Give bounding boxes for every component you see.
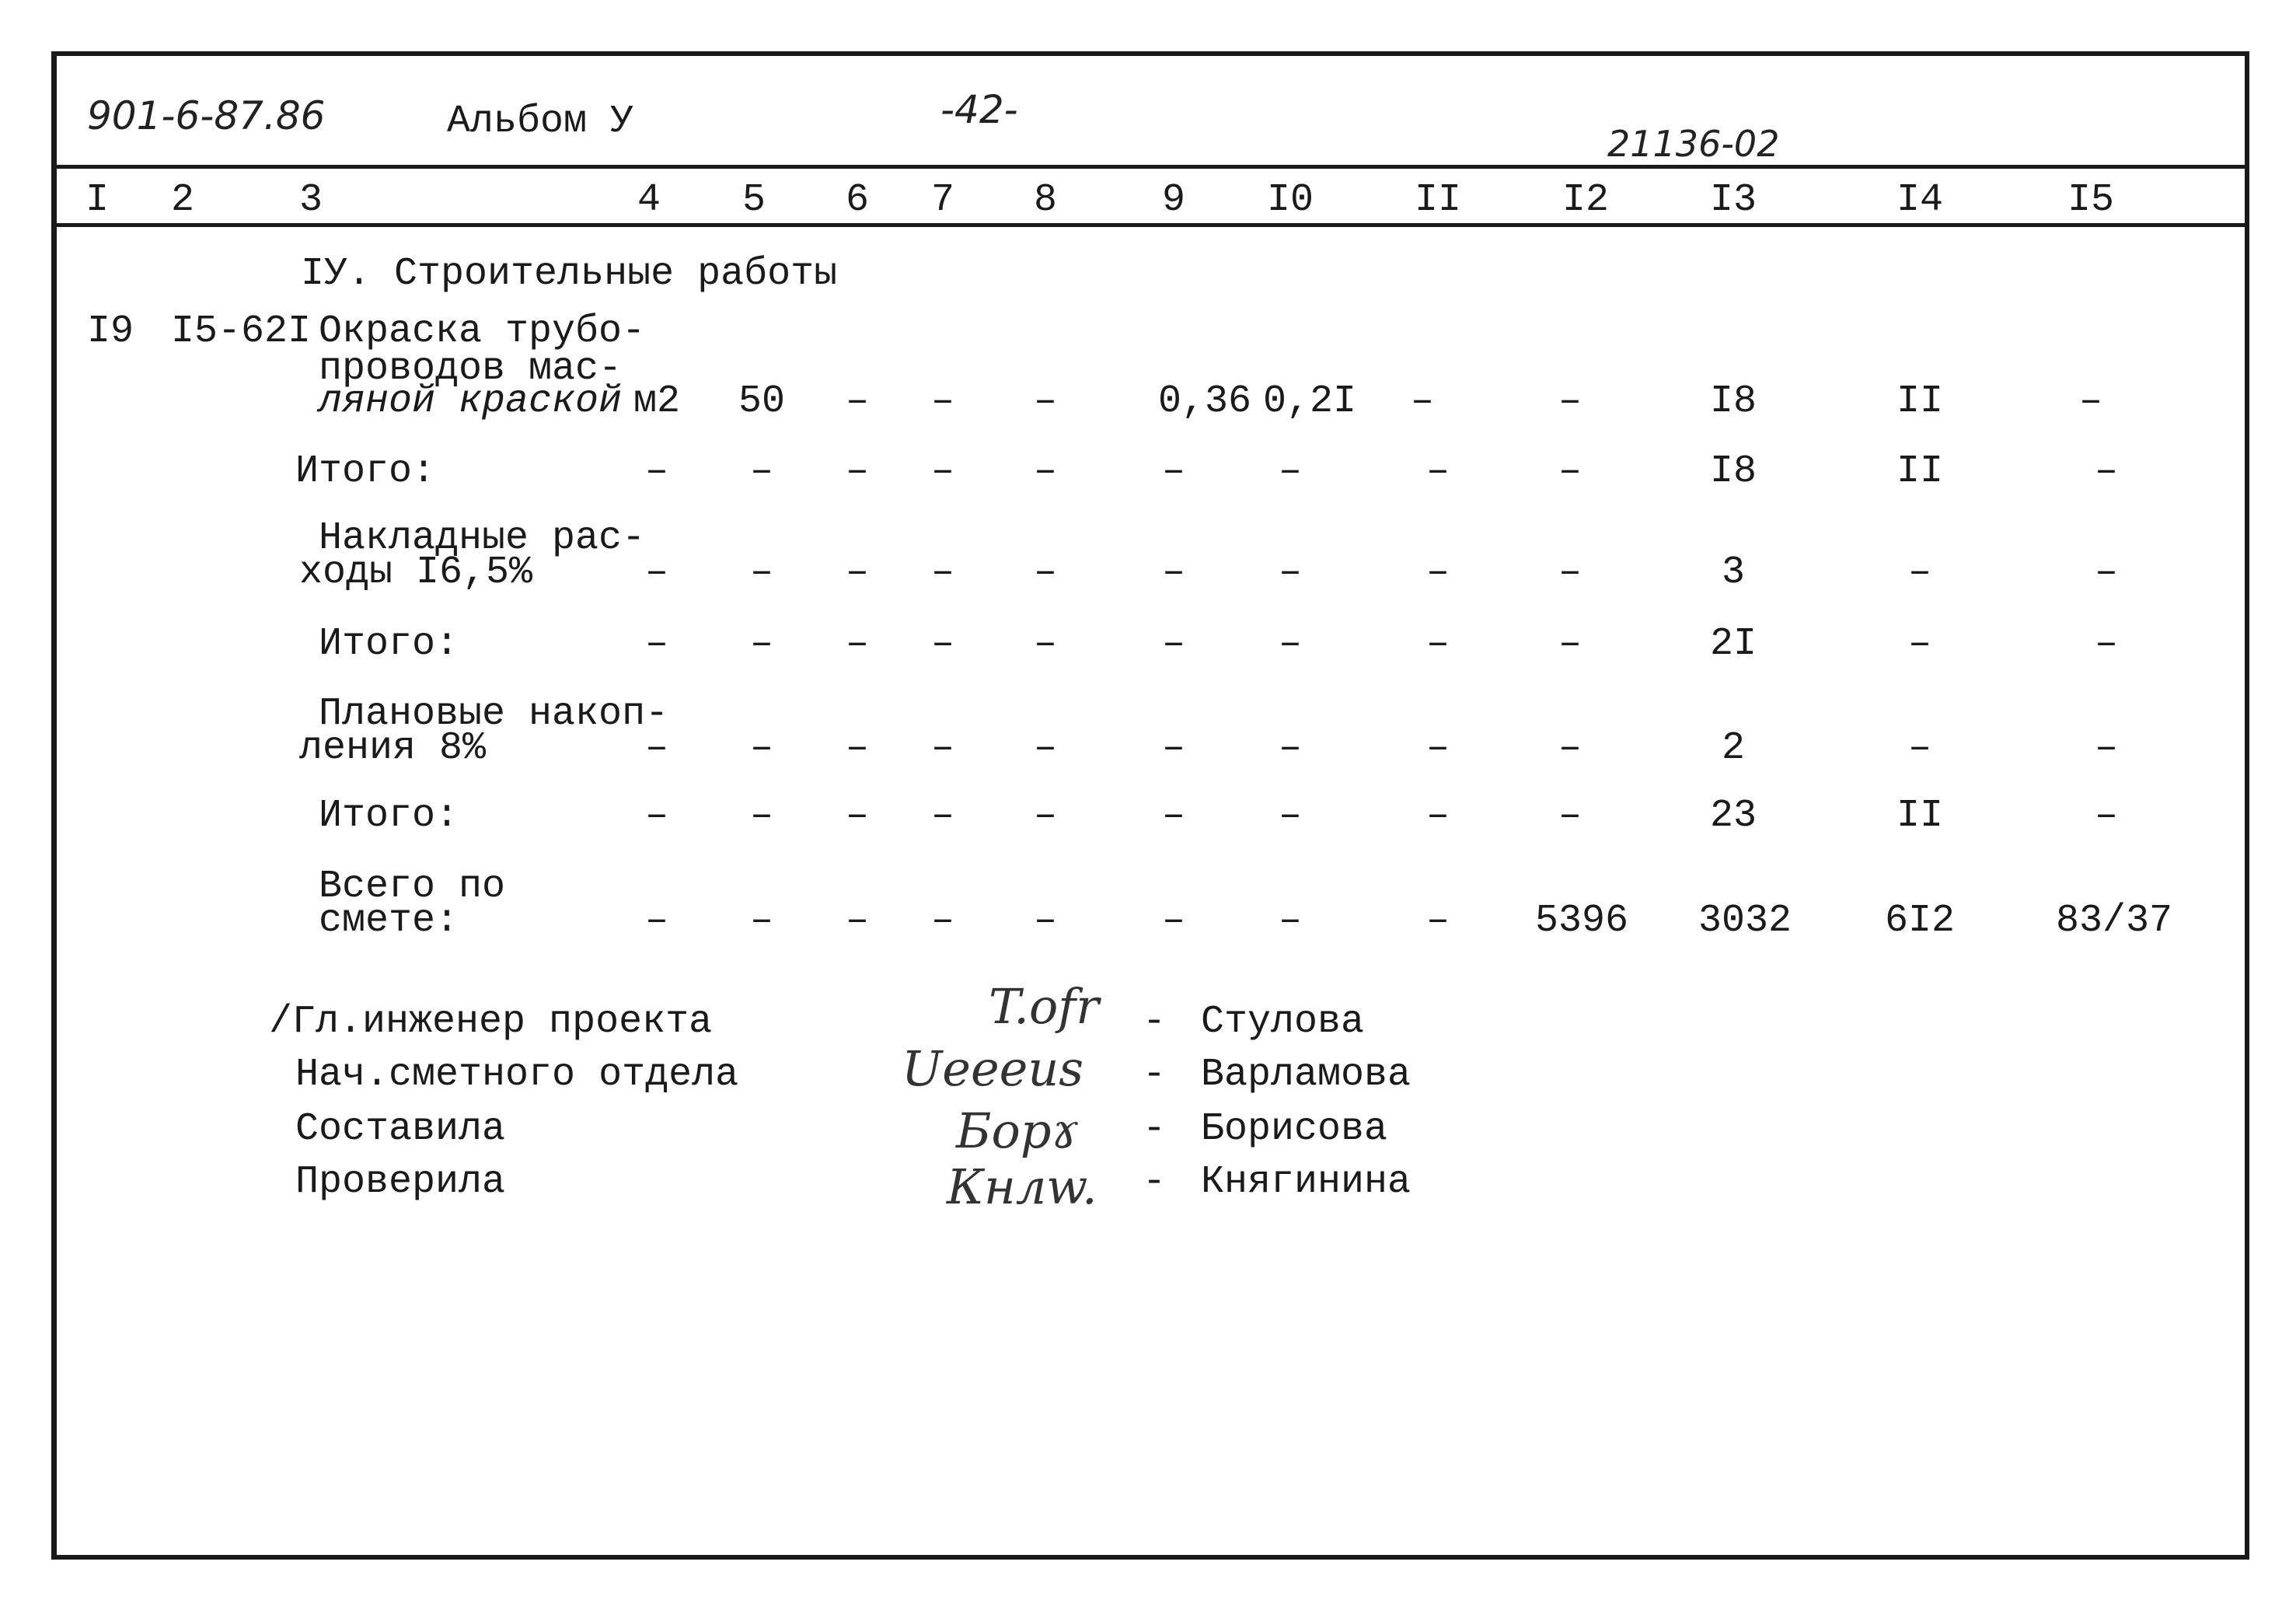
summary-value-c12: – (1558, 726, 1582, 770)
signature-role-4: Проверила (295, 1160, 506, 1204)
summary-row-label: Итого: (319, 622, 459, 666)
signature-name-4: Княгинина (1201, 1160, 1411, 1204)
summary-dash-col-4: – (644, 622, 668, 666)
summary-value-c15: – (2094, 550, 2118, 595)
summary-value-c15: 83/37 (2056, 899, 2173, 943)
summary-dash-col-11: – (1425, 449, 1450, 494)
col-header-1: I (85, 178, 109, 222)
summary-dash-col-6: – (845, 449, 869, 494)
summary-dash-col-4: – (644, 550, 668, 595)
summary-value-c14: II (1896, 449, 1943, 494)
summary-dash-col-11: – (1425, 726, 1450, 770)
summary-dash-col-9: – (1161, 622, 1185, 666)
item-number: I9 (87, 309, 134, 354)
item-col-15: – (2078, 379, 2102, 424)
handwritten-signature-1: T.ofr (989, 978, 1099, 1035)
summary-dash-col-4: – (644, 726, 668, 770)
summary-value-c12: – (1558, 622, 1582, 666)
signature-name-2: Варламова (1201, 1053, 1411, 1097)
summary-value-c13: 23 (1709, 794, 1757, 838)
signature-name-1: Стулова (1201, 1000, 1365, 1044)
summary-value-c14: II (1896, 794, 1943, 838)
summary-dash-col-10: – (1278, 899, 1302, 943)
signature-sep-1: - (1143, 1000, 1167, 1044)
col-header-3: 3 (298, 178, 323, 222)
doc-code: 901-6-87.86 (87, 93, 326, 138)
summary-value-c15: – (2094, 622, 2118, 666)
item-col-12: – (1558, 379, 1582, 424)
summary-dash-col-8: – (1033, 622, 1057, 666)
summary-dash-col-9: – (1161, 550, 1185, 595)
col-header-9: 9 (1161, 178, 1185, 222)
item-col-13: I8 (1709, 379, 1757, 424)
summary-dash-col-6: – (845, 899, 869, 943)
summary-dash-col-6: – (845, 726, 869, 770)
summary-dash-col-5: – (749, 899, 773, 943)
reference-number: 21136-02 (1607, 123, 1780, 165)
album-label: Альбом У (447, 100, 634, 144)
summary-dash-col-6: – (845, 550, 869, 595)
summary-dash-col-10: – (1278, 622, 1302, 666)
summary-dash-col-10: – (1278, 550, 1302, 595)
summary-dash-col-7: – (930, 794, 954, 838)
summary-dash-col-6: – (845, 794, 869, 838)
summary-dash-col-7: – (930, 899, 954, 943)
summary-dash-col-8: – (1033, 726, 1057, 770)
summary-dash-col-4: – (644, 794, 668, 838)
summary-dash-col-4: – (644, 449, 668, 494)
item-col-9: 0,36 (1158, 379, 1252, 424)
signature-role-1: /Гл.инженер проекта (269, 1000, 713, 1044)
handwritten-signature-4: Кнлw. (947, 1158, 1097, 1215)
item-col-8: – (1033, 379, 1057, 424)
signature-name-3: Борисова (1201, 1107, 1388, 1151)
signature-role-3: Составила (295, 1107, 506, 1151)
col-header-10: I0 (1266, 178, 1314, 222)
summary-dash-col-5: – (749, 794, 773, 838)
summary-dash-col-5: – (749, 622, 773, 666)
summary-dash-col-7: – (930, 726, 954, 770)
summary-row-label-line-2: ходы I6,5% (299, 550, 533, 595)
summary-row-label-line-2: ления 8% (299, 726, 487, 770)
summary-dash-col-8: – (1033, 550, 1057, 595)
item-desc-line-3: ляной краской (319, 379, 623, 424)
summary-row-label-line-1: Плановые накоп- (319, 692, 669, 736)
summary-dash-col-7: – (930, 550, 954, 595)
summary-row-label: Итого: (319, 794, 459, 838)
signature-sep-3: - (1143, 1107, 1167, 1151)
header-rule-bottom (51, 223, 2249, 227)
summary-dash-col-8: – (1033, 794, 1057, 838)
summary-dash-col-4: – (644, 899, 668, 943)
col-header-14: I4 (1896, 178, 1943, 222)
summary-dash-col-8: – (1033, 899, 1057, 943)
summary-value-c14: – (1907, 550, 1931, 595)
summary-value-c13: I8 (1709, 449, 1757, 494)
signature-sep-2: - (1143, 1053, 1167, 1097)
item-desc-line-1: Окраска трубо- (319, 309, 646, 354)
handwritten-signature-3: Бopɤ (956, 1102, 1079, 1159)
summary-value-c12: – (1558, 550, 1582, 595)
summary-value-c15: – (2094, 449, 2118, 494)
item-desc-line-2: проводов мас- (319, 347, 623, 391)
handwritten-signature-2: Ueeeus (902, 1040, 1084, 1097)
summary-value-c14: – (1907, 726, 1931, 770)
col-header-7: 7 (930, 178, 954, 222)
summary-value-c12: – (1558, 794, 1582, 838)
item-col-11: – (1410, 379, 1434, 424)
summary-value-c14: – (1907, 622, 1931, 666)
signature-role-2: Нач.сметного отдела (295, 1053, 739, 1097)
item-quantity: 50 (738, 379, 785, 424)
item-col-10: 0,2I (1263, 379, 1357, 424)
summary-dash-col-10: – (1278, 794, 1302, 838)
summary-dash-col-5: – (749, 726, 773, 770)
summary-value-c15: – (2094, 726, 2118, 770)
col-header-13: I3 (1709, 178, 1757, 222)
col-header-11: II (1414, 178, 1461, 222)
summary-dash-col-7: – (930, 622, 954, 666)
summary-dash-col-10: – (1278, 449, 1302, 494)
summary-value-c15: – (2094, 794, 2118, 838)
item-code: I5-62I (171, 309, 312, 354)
summary-dash-col-11: – (1425, 794, 1450, 838)
col-header-8: 8 (1033, 178, 1057, 222)
summary-dash-col-10: – (1278, 726, 1302, 770)
col-header-2: 2 (170, 178, 194, 222)
summary-value-c13: 2I (1709, 622, 1757, 666)
summary-dash-col-9: – (1161, 794, 1185, 838)
col-header-4: 4 (637, 178, 661, 222)
summary-dash-col-11: – (1425, 899, 1450, 943)
summary-value-c13: 2 (1721, 726, 1745, 770)
summary-row-label-line-2: смете: (319, 899, 459, 943)
col-header-6: 6 (845, 178, 869, 222)
summary-dash-col-11: – (1425, 622, 1450, 666)
col-header-5: 5 (741, 178, 766, 222)
summary-dash-col-11: – (1425, 550, 1450, 595)
header-rule-top (51, 165, 2249, 169)
col-header-15: I5 (2067, 178, 2114, 222)
summary-row-label-line-1: Всего по (319, 865, 506, 909)
summary-dash-col-5: – (749, 550, 773, 595)
page-number: -42- (940, 87, 1018, 132)
summary-dash-col-6: – (845, 622, 869, 666)
col-header-12: I2 (1561, 178, 1609, 222)
item-col-6: – (845, 379, 869, 424)
item-col-7: – (930, 379, 954, 424)
summary-dash-col-8: – (1033, 449, 1057, 494)
summary-row-label: Итого: (295, 449, 436, 494)
summary-value-c12: 5396 (1535, 899, 1629, 943)
item-col-14: II (1896, 379, 1943, 424)
item-unit: м2 (633, 379, 680, 424)
summary-row-label-line-1: Накладные рас- (319, 516, 646, 561)
summary-dash-col-9: – (1161, 726, 1185, 770)
summary-value-c14: 6I2 (1885, 899, 1956, 943)
summary-dash-col-9: – (1161, 899, 1185, 943)
section-title: IУ. Строительные работы (301, 252, 838, 296)
summary-dash-col-7: – (930, 449, 954, 494)
summary-value-c13: 3 (1721, 550, 1745, 595)
summary-dash-col-9: – (1161, 449, 1185, 494)
summary-value-c12: – (1558, 449, 1582, 494)
summary-dash-col-5: – (749, 449, 773, 494)
summary-value-c13: 3032 (1698, 899, 1792, 943)
signature-sep-4: - (1143, 1160, 1167, 1204)
